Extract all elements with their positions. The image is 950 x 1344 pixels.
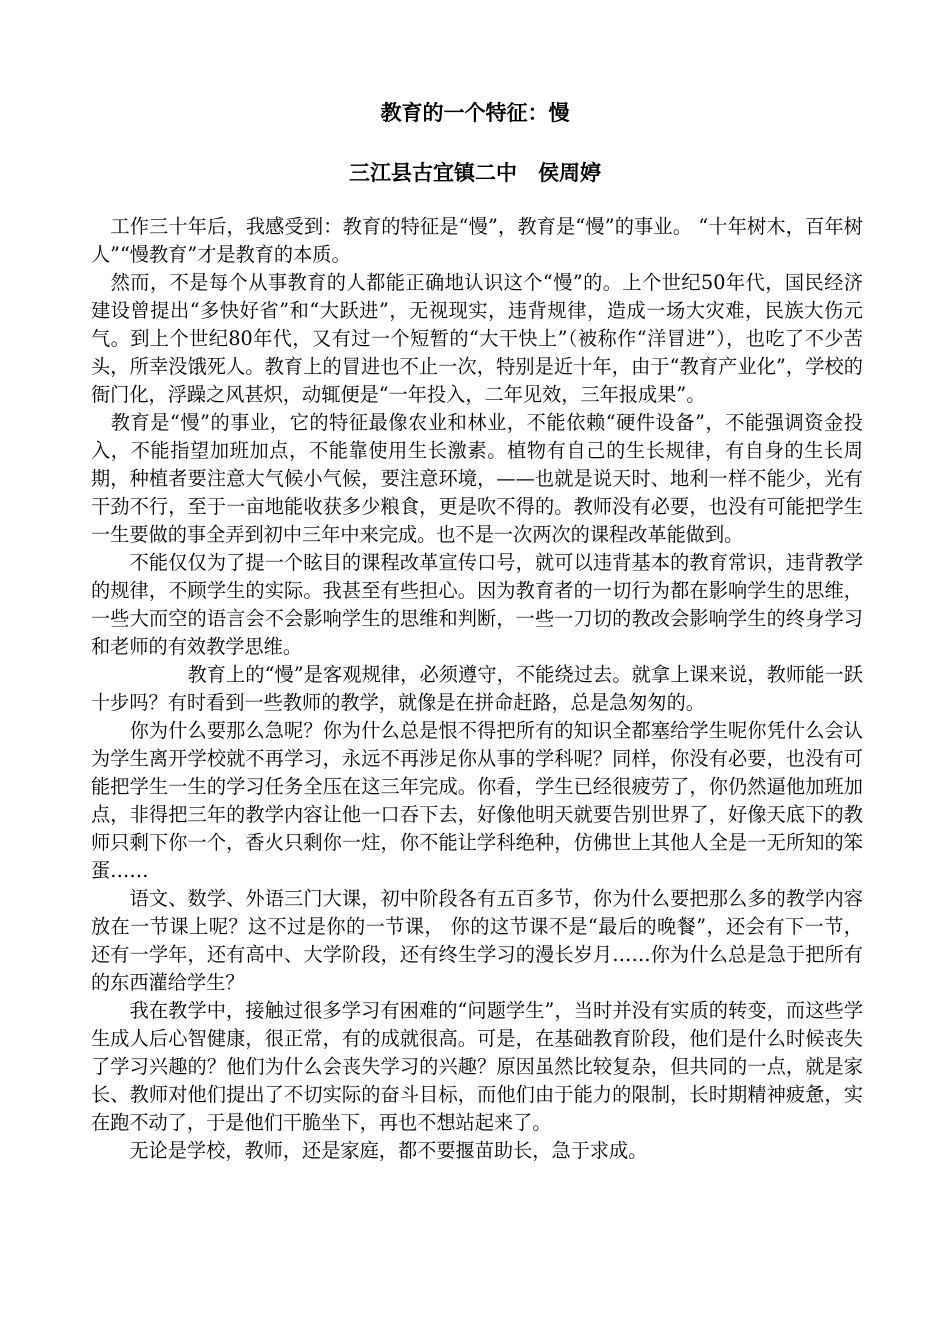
paragraph: 无论是学校，教师，还是家庭，都不要揠苗助长，急于求成。 bbox=[91, 1139, 648, 1162]
paragraph: 教育上的“慢”是客观规律，必须遵守，不能绕过去。就拿上课来说，教师能一跃十步吗？有时看到一些教师的教学，就像是在拼命赶路，总是急匆匆的。 bbox=[91, 663, 863, 714]
paragraph: 语文、数学、外语三门大课，初中阶段各有五百多节，你为什么要把那么多的教学内容放在一节课上呢？这不过是你的一节课， 你的这节课不是“最后的晚餐”，还会有下一节，还有一学年，还有高中、大学阶段，还有终生学习的漫长岁月……你为什么总是急于把所有的东西灌给学生？ bbox=[91, 887, 863, 994]
author-line: 三江县古宜镇二中 侯周婷 bbox=[349, 161, 601, 185]
document-body bbox=[91, 213, 863, 1165]
paragraph: 我在教学中，接触过很多学习有困难的“问题学生”，当时并没有实质的转变，而这些学生成人后心智健康，很正常，有的成就很高。可是，在基础教育阶段，他们是什么时候丧失了学习兴趣的？他们为什么会丧失学习的兴趣？原因虽然比较复杂，但共同的一点，就是家长、教师对他们提出了不切实际的奋斗目标，而他们由于能力的限制，长时期精神疲惫，实在跑不动了，于是他们干脆坐下，再也不想站起来了。 bbox=[91, 999, 863, 1134]
paragraph: 教育是“慢”的事业，它的特征最像农业和林业，不能依赖“硬件设备”，不能强调资金投入，不能指望加班加点，不能靠使用生长激素。植物有自己的生长规律，有自身的生长周期，种植者要注意大气候小气候，要注意环境，——也就是说天时、地利一样不能少，光有干劲不行，至于一亩地能收获多少粮食，更是吹不得的。教师没有必要，也没有可能把学生一生要做的事全弄到初中三年中来完成。也不是一次两次的课程改革能做到。 bbox=[91, 411, 863, 546]
paragraph: 不能仅仅为了提一个眩目的课程改革宣传口号，就可以违背基本的教育常识，违背教学的规律，不顾学生的实际。我甚至有些担心。因为教育者的一切行为都在影响学生的思维，一些大而空的语言会不会影响学生的思维和判断，一些一刀切的教改会影响学生的终身学习和老师的有效教学思维。 bbox=[91, 551, 863, 658]
paragraph: 工作三十年后，我感受到：教育的特征是“慢”，教育是“慢”的事业。 “十年树木，百年树人”“慢教育”才是教育的本质。 bbox=[91, 215, 863, 266]
document-title: 教育的一个特征：慢 bbox=[380, 101, 570, 125]
paragraph: 然而，不是每个从事教育的人都能正确地认识这个“慢”的。上个世纪50年代，国民经济建设曾提出“多快好省”和“大跃进”，无视现实，违背规律，造成一场大灾难，民族大伤元气。到上个世纪80年代，又有过一个短暂的“大干快上”（被称作“洋冒进”），也吃了不少苦头，所幸没饿死人。教育上的冒进也不止一次，特别是近十年，由于“教育产业化”，学校的衙门化，浮躁之风甚炽，动辄便是“一年投入，二年见效，三年报成果”。 bbox=[91, 271, 863, 406]
paragraph: 你为什么要那么急呢？你为什么总是恨不得把所有的知识全都塞给学生呢你凭什么会认为学生离开学校就不再学习，永远不再涉足你从事的学科呢？同样，你没有必要，也没有可能把学生一生的学习任务全压在这三年完成。你看，学生已经很疲劳了，你仍然逼他加班加点，非得把三年的教学内容让他一口吞下去，好像他明天就要告别世界了，好像天底下的教师只剩下你一个，香火只剩你一炷，你不能让学科绝种，仿佛世上其他人全是一无所知的笨蛋…… bbox=[91, 719, 863, 882]
